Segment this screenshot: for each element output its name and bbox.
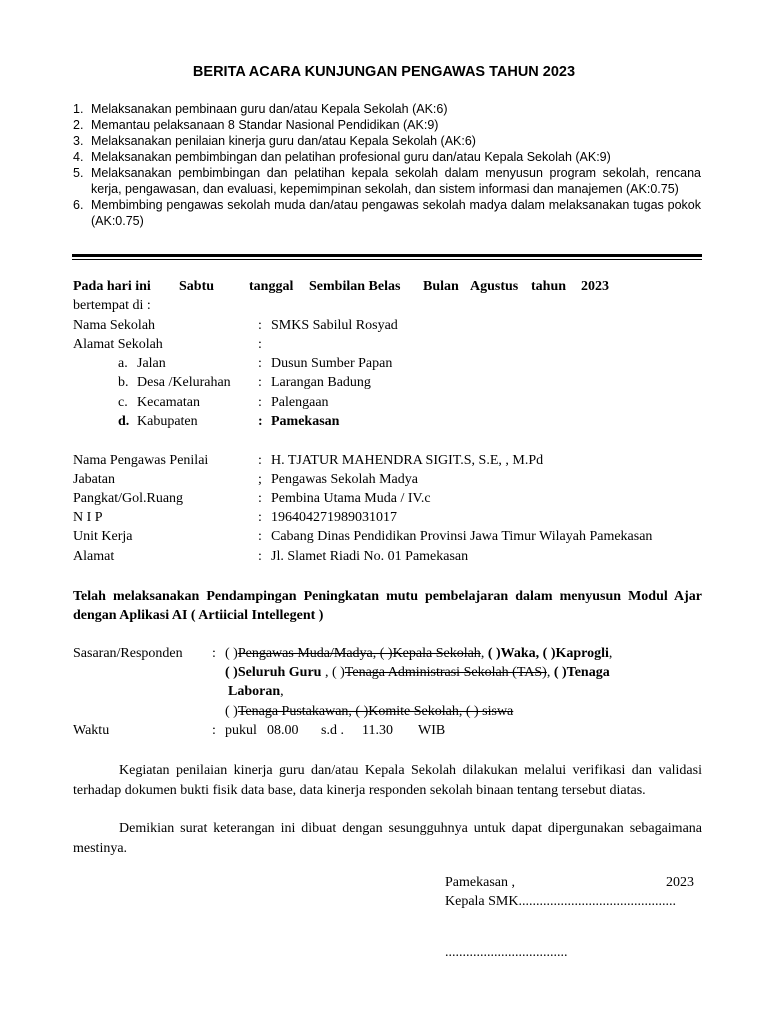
date-label: tanggal <box>249 279 294 294</box>
list-text: Melaksanakan pembimbingan dan pelatihan profesional guru dan/atau Kepala Sekolah (AK:9) <box>91 150 611 164</box>
colon: : <box>258 414 263 429</box>
field-label: Pangkat/Gol.Ruang <box>73 491 184 506</box>
signature-place: Pamekasan , <box>445 875 515 890</box>
list-text: Melaksanakan pembinaan guru dan/atau Kepala Sekolah (AK:6) <box>91 102 448 116</box>
colon: : <box>258 375 262 390</box>
field-label: Unit Kerja <box>73 529 133 544</box>
time-end: 11.30 <box>362 723 393 738</box>
list-number: 1. <box>73 102 84 116</box>
colon: : <box>258 529 262 544</box>
target-waka-kaprogli: ( )Waka, ( )Kaprogli <box>487 646 609 661</box>
colon: : <box>258 549 262 564</box>
field-label: Waktu <box>73 723 110 738</box>
field-label: Nama Sekolah <box>73 318 156 333</box>
field-label: Jabatan <box>73 472 115 487</box>
checkbox-marker: ( ) <box>331 665 345 680</box>
field-label: Nama Pengawas Penilai <box>73 453 209 468</box>
signature-name-line: ................................... <box>445 945 568 960</box>
month-value: Agustus <box>470 279 519 294</box>
checkbox-marker: ( ) <box>225 704 238 719</box>
activity-statement: Telah melaksanakan Pendampingan Peningkatan mutu pembelajaran dalam menyusun Modul Ajar dengan Aplikasi AI ( Artiicial Intellegent ) <box>73 589 702 623</box>
field-label: Jalan <box>137 356 166 371</box>
field-key: c. <box>118 395 128 410</box>
position-value: Pengawas Sekolah Madya <box>271 472 418 487</box>
list-item <box>73 165 701 197</box>
divider-thick <box>72 254 702 257</box>
body-paragraph-1: Kegiatan penilaian kinerja guru dan/atau Kepala Sekolah dilakukan melalui verifikasi dan validasi terhadap dokumen bukti fisik data base, data kinerja responden sekolah binaan tentang tersebut diatas. <box>73 763 702 798</box>
field-label: Alamat <box>73 549 115 564</box>
checkbox-marker: ( ) <box>225 646 238 661</box>
village-value: Larangan Badung <box>271 375 371 390</box>
field-key: d. <box>118 414 130 429</box>
document-title: BERITA ACARA KUNJUNGAN PENGAWAS TAHUN 2023 <box>192 64 576 80</box>
day-value: Sabtu <box>179 279 215 294</box>
list-item <box>73 117 701 133</box>
body-paragraph-2: Demikian surat keterangan ini dibuat dengan sesungguhnya untuk dapat dipergunakan sebagaimana mestinya. <box>73 821 702 856</box>
target-laboran: Laboran <box>228 684 281 699</box>
time-prefix: pukul <box>225 723 257 738</box>
field-label: Kabupaten <box>137 414 198 429</box>
date-value: Sembilan Belas <box>309 279 401 294</box>
field-label: N I P <box>73 510 103 525</box>
field-label: Sasaran/Responden <box>73 646 183 661</box>
year-label: tahun <box>531 279 567 294</box>
list-number: 3. <box>73 134 84 148</box>
signature-year: 2023 <box>666 875 694 890</box>
assessor-name: H. TJATUR MAHENDRA SIGIT.S, S.E, , M.Pd <box>271 453 544 468</box>
colon: : <box>212 646 216 661</box>
colon: : <box>258 510 262 525</box>
list-text: Melaksanakan pembimbingan dan pelatihan kepala sekolah dalam menyusun program sekolah, rencana kerja, pengawasan, dan evaluasi, kepemimpinan sekolah, dan sistem informasi dan manajemen (AK:0.75) <box>91 166 701 196</box>
time-zone: WIB <box>418 723 446 738</box>
target-pengawas-kepala: Pengawas Muda/Madya, ( )Kepala Sekolah <box>237 646 481 661</box>
time-start: 08.00 <box>267 723 299 738</box>
list-number: 5. <box>73 166 84 180</box>
signature-role: Kepala SMK............................................. <box>445 894 676 909</box>
duties-list <box>73 101 701 229</box>
colon: : <box>258 453 262 468</box>
field-label: Kecamatan <box>137 395 200 410</box>
list-item <box>73 133 701 149</box>
school-name: SMKS Sabilul Rosyad <box>271 318 398 333</box>
street-value: Dusun Sumber Papan <box>271 356 393 371</box>
divider-thin <box>72 259 702 260</box>
list-text: Memantau pelaksanaan 8 Standar Nasional Pendidikan (AK:9) <box>91 118 439 132</box>
list-item <box>73 101 701 117</box>
field-label: Alamat Sekolah <box>73 337 163 352</box>
list-text: Membimbing pengawas sekolah muda dan/atau pengawas sekolah madya dalam melaksanakan tugas pokok (AK:0.75) <box>91 198 701 228</box>
time-separator: s.d . <box>321 723 344 738</box>
list-item <box>73 149 701 165</box>
list-number: 4. <box>73 150 84 164</box>
colon: : <box>258 395 262 410</box>
colon: ; <box>258 472 262 487</box>
colon: : <box>258 491 262 506</box>
unit-value: Cabang Dinas Pendidikan Provinsi Jawa Timur Wilayah Pamekasan <box>271 529 653 544</box>
list-item <box>73 197 701 229</box>
regency-value: Pamekasan <box>271 414 340 429</box>
list-text: Melaksanakan penilaian kinerja guru dan/atau Kepala Sekolah (AK:6) <box>91 134 476 148</box>
colon: : <box>212 723 216 738</box>
colon: : <box>258 318 262 333</box>
target-seluruh-guru: ( )Seluruh Guru <box>225 665 322 680</box>
rank-value: Pembina Utama Muda / IV.c <box>271 491 431 506</box>
year-value: 2023 <box>581 279 609 294</box>
month-label: Bulan <box>423 279 459 294</box>
targets-line-3: Laboran, <box>228 684 284 699</box>
address-value: Jl. Slamet Riadi No. 01 Pamekasan <box>271 549 469 564</box>
targets-line-4 <box>225 704 513 720</box>
colon: : <box>258 356 262 371</box>
opening-label: Pada hari ini <box>73 279 151 294</box>
list-number: 6. <box>73 198 84 212</box>
field-key: a. <box>118 356 128 371</box>
target-pustakawan-komite-siswa: Tenaga Pustakawan, ( )Komite Sekolah, ( ) siswa <box>237 704 514 719</box>
district-value: Palengaan <box>271 395 329 410</box>
target-tas: Tenaga Administrasi Sekolah (TAS) <box>344 665 547 680</box>
list-number: 2. <box>73 118 84 132</box>
targets-line-1: ( )Pengawas Muda/Madya, ( )Kepala Sekolah, ( )Waka, ( )Kaprogli, <box>225 646 613 661</box>
field-key: b. <box>118 375 129 390</box>
targets-line-2: ( )Seluruh Guru , ( )Tenaga Administrasi Sekolah (TAS), ( )Tenaga <box>225 665 610 680</box>
target-tenaga: ( )Tenaga <box>553 665 610 680</box>
nip-value: 196404271989031017 <box>271 510 397 525</box>
colon: : <box>258 337 262 352</box>
location-label: bertempat di : <box>73 298 151 313</box>
field-label: Desa /Kelurahan <box>137 375 231 390</box>
